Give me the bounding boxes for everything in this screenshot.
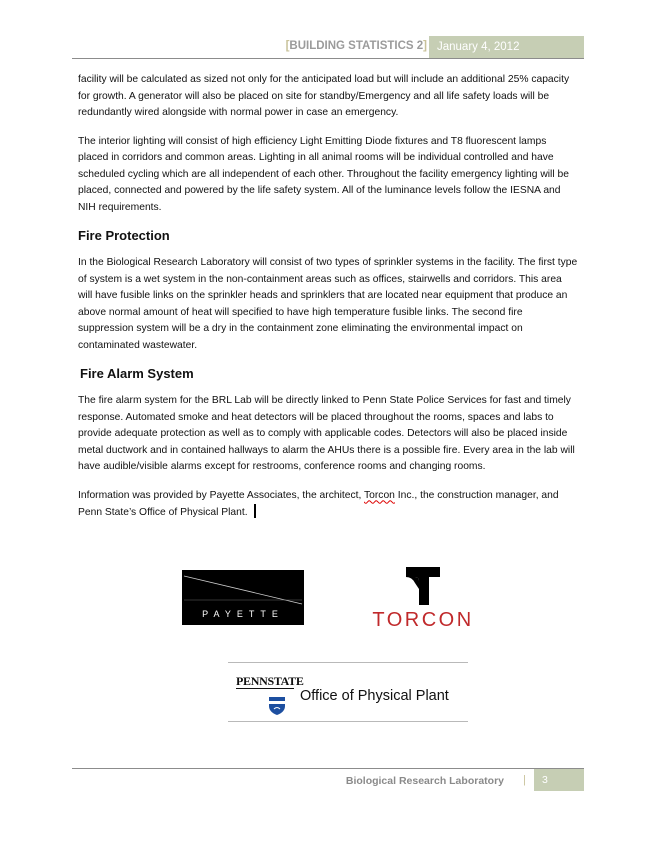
header-title-text: BUILDING STATISTICS 2 (289, 40, 424, 52)
spellcheck-word-torcon: Torcon (364, 489, 395, 501)
paragraph-electrical-capacity: facility will be calculated as sized not only for the anticipated load but will include an additional 25% capacity for growth. A generator will also be placed on site for standby/Emergency and all life safety loads will be redundantly wired alongside with normal power in case an emergency. (78, 74, 570, 118)
sources-text-before: Information was provided by Payette Associates, the architect, (78, 489, 364, 501)
document-body[interactable] (78, 72, 578, 534)
paragraph-interior-lighting: The interior lighting will consist of high efficiency Light Emitting Diode fixtures and T8 fluorescent lamps placed in corridors and common areas. Lighting in all animal rooms will be individual controlled and have scheduled cycling which are all independent of each other. Throughout the facility emergency lighting will be placed, connected and powered by the life safety system. All of the luminance levels follow the IESNA and NIH requirements. (78, 135, 569, 213)
paragraph-information-sources (78, 488, 578, 522)
heading-fire-protection: Fire Protection (78, 228, 170, 243)
header-bracket-close: ] (423, 40, 427, 52)
office-of-physical-plant-label: Office of Physical Plant (300, 688, 449, 704)
penn-state-opp-logo (228, 662, 468, 722)
torcon-t-mark (406, 567, 440, 605)
payette-wordmark: PAYETTE (202, 609, 284, 619)
header-title (286, 40, 427, 52)
page-header (72, 36, 584, 59)
penn-state-shield-icon (268, 696, 286, 716)
penn-state-wordmark: PENNSTATE (236, 674, 304, 688)
page-footer (72, 768, 584, 791)
header-bracket-open: [ (285, 40, 290, 52)
torcon-wordmark: TORCON (372, 609, 474, 631)
text-cursor (254, 504, 256, 518)
page-number: 3 (534, 769, 584, 791)
penn-state-rule (236, 688, 294, 689)
footer-label: Biological Research Laboratory (345, 775, 504, 787)
header-date: January 4, 2012 (429, 36, 584, 58)
paragraph-fire-protection: In the Biological Research Laboratory will consist of two types of sprinkler systems in the facility. The first type of system is a wet system in the non-containment areas such as offices, stairwells and corridors. This area will have fusible links on the sprinkler heads and sprinklers that are located near equipment that produce an above normal amount of heat will specified to have high temperature fusible links. The second fire suppression system will be a dry in the containment zone eliminating the environmental impact on contaminated wastewater. (78, 257, 578, 351)
torcon-logo (372, 567, 474, 631)
payette-logo (182, 570, 304, 625)
sources-text-after: Inc., the construction manager, and Penn State’s Office of Physical Plant. (78, 489, 559, 518)
heading-fire-alarm: Fire Alarm System (80, 366, 194, 381)
paragraph-fire-alarm: The fire alarm system for the BRL Lab will be directly linked to Penn State Police Services for fast and timely response. Automated smoke and heat detectors will be placed throughout the rooms, spaces and labs to provide adequate protection as well as to comply with applicable codes. Detectors will also be placed inside metal ductwork and in contained hallways to alarm the AHUs there is a possible fire. Every area in the lab will have audible/visible alarms except for restrooms, conference rooms and changing rooms. (78, 395, 575, 472)
footer-separator: | (523, 774, 526, 786)
